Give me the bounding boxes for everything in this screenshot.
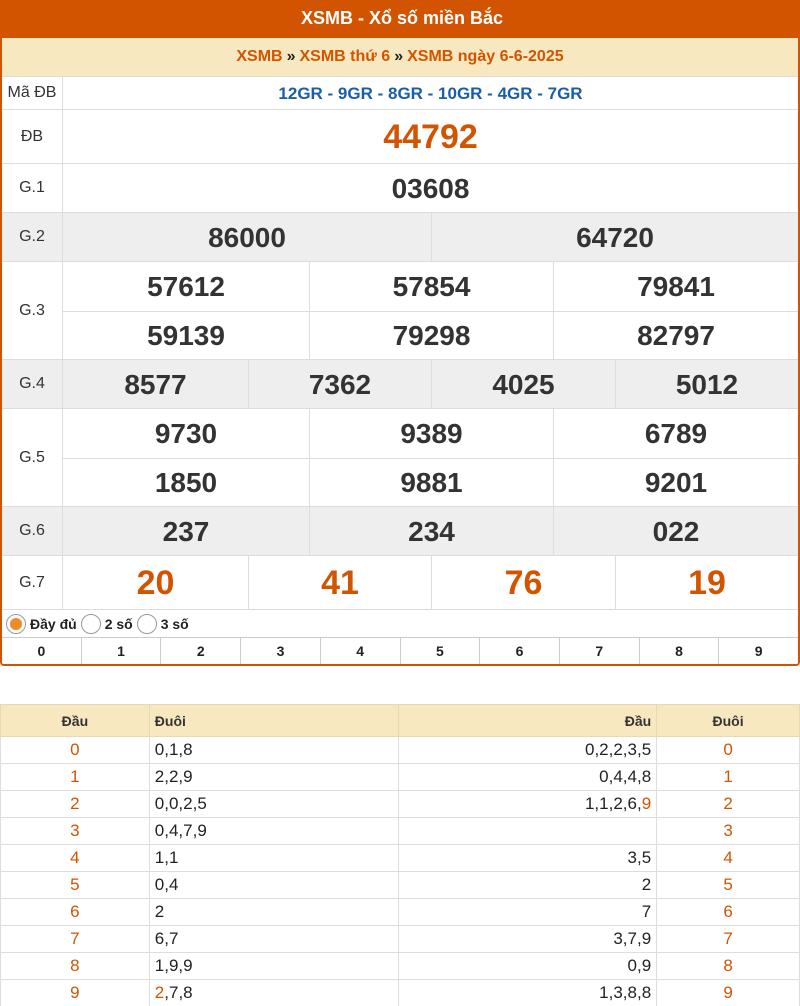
loto-head-digit: 8 [1, 953, 150, 980]
loto-head-digit: 5 [1, 872, 150, 899]
loto-special-digit: 2 [154, 983, 165, 1002]
table-row [1, 791, 800, 818]
loto-special-digit: 9 [641, 794, 652, 813]
breadcrumb-xsmb-date[interactable]: XSMB ngày 6-6-2025 [407, 48, 564, 65]
loto-tails: 0,0,2,5 [149, 791, 399, 818]
prize-g5-number: 6789 [553, 409, 798, 458]
prize-g7-number: 19 [615, 556, 798, 610]
loto-tails [149, 980, 399, 1006]
prize-g3-number: 57854 [309, 262, 553, 311]
table-row [1, 899, 800, 926]
digit-button[interactable]: 3 [240, 638, 320, 664]
prize-g4-number: 7362 [248, 360, 431, 409]
loto-heads: 7 [399, 899, 657, 926]
loto-head-digit: 4 [1, 845, 150, 872]
loto-heads [399, 791, 657, 818]
breadcrumb [2, 38, 798, 76]
loto-tail-digit: 1 [657, 764, 800, 791]
table-row [1, 818, 800, 845]
loto-tails: 2,2,9 [149, 764, 399, 791]
breadcrumb-separator: » [286, 48, 296, 65]
option-full[interactable] [6, 614, 77, 634]
prize-g2-number: 86000 [208, 221, 286, 253]
prize-g7-number: 20 [136, 563, 175, 602]
option-full-label: Đầy đủ [30, 615, 77, 632]
prize-g5-row [2, 408, 798, 506]
header-duoi: Đuôi [657, 705, 800, 737]
breadcrumb-separator: » [394, 48, 404, 65]
radio-full-icon[interactable] [6, 614, 26, 634]
digit-button[interactable]: 9 [718, 638, 798, 664]
prize-g3-number: 82797 [553, 311, 798, 360]
loto-tails: 1,1 [149, 845, 399, 872]
loto-heads: 0,4,4,8 [399, 764, 657, 791]
loto-head-digit: 3 [1, 818, 150, 845]
prize-db-row [2, 109, 798, 163]
loto-heads: 0,9 [399, 953, 657, 980]
ma-db-value: 12GR - 9GR - 8GR - 10GR - 4GR - 7GR [278, 83, 583, 103]
loto-heads-text: 1,1,2,6, [584, 794, 642, 813]
loto-head-digit: 2 [1, 791, 150, 818]
breadcrumb-xsmb[interactable]: XSMB [236, 48, 283, 65]
loto-head-digit: 0 [1, 737, 150, 764]
digit-button[interactable]: 8 [639, 638, 719, 664]
loto-heads: 3,5 [399, 845, 657, 872]
loto-table [0, 704, 800, 1006]
loto-tail-digit: 0 [657, 737, 800, 764]
header-dau: Đầu [399, 705, 657, 737]
prize-g3-label: G.3 [2, 262, 63, 359]
digit-button[interactable]: 1 [81, 638, 161, 664]
prize-g7-label: G.7 [2, 556, 63, 609]
table-row [1, 872, 800, 899]
prize-g5-number: 9201 [553, 458, 798, 507]
page-title: XSMB - Xổ số miền Bắc [2, 0, 800, 38]
prize-g7-number: 41 [248, 556, 431, 610]
digit-button[interactable]: 4 [320, 638, 400, 664]
loto-tail-digit: 9 [657, 980, 800, 1006]
prize-g3-number: 79841 [553, 262, 798, 311]
loto-heads: 3,7,9 [399, 926, 657, 953]
loto-tails: 6,7 [149, 926, 399, 953]
digit-button[interactable]: 7 [559, 638, 639, 664]
prize-g6-row [2, 506, 798, 555]
prize-g7-row [2, 555, 798, 609]
prize-db-label: ĐB [2, 110, 63, 163]
prize-g6-number: 022 [553, 507, 798, 556]
loto-heads: 2 [399, 872, 657, 899]
loto-heads: 0,2,2,3,5 [399, 737, 657, 764]
loto-tails: 2 [149, 899, 399, 926]
loto-tail-digit: 4 [657, 845, 800, 872]
loto-tails: 0,1,8 [149, 737, 399, 764]
table-row [1, 926, 800, 953]
loto-tail-digit: 2 [657, 791, 800, 818]
prize-g5-number: 9730 [154, 417, 218, 449]
ma-db-label: Mã ĐB [2, 77, 63, 109]
prize-g1-row [2, 163, 798, 212]
digit-button[interactable]: 0 [37, 643, 46, 659]
display-options [2, 609, 798, 637]
prize-g5-label: G.5 [2, 409, 63, 506]
loto-tail-digit: 7 [657, 926, 800, 953]
loto-tail-digit: 3 [657, 818, 800, 845]
digit-button[interactable]: 2 [160, 638, 240, 664]
prize-g1-label: G.1 [2, 164, 63, 212]
option-two-digits[interactable] [81, 614, 133, 634]
prize-g5-number: 9881 [309, 458, 553, 507]
loto-tails: 0,4,7,9 [149, 818, 399, 845]
prize-g1-number: 03608 [391, 172, 470, 204]
loto-tails: 0,4 [149, 872, 399, 899]
prize-g4-number: 5012 [615, 360, 798, 409]
prize-db-number: 44792 [383, 117, 478, 156]
table-row [1, 737, 800, 764]
prize-g3-row [2, 261, 798, 359]
breadcrumb-xsmb-thu6[interactable]: XSMB thứ 6 [299, 48, 391, 65]
prize-g5-number: 1850 [63, 458, 309, 507]
loto-tail-digit: 5 [657, 872, 800, 899]
prize-g3-number: 57612 [147, 270, 225, 302]
table-row [1, 980, 800, 1006]
table-row [1, 845, 800, 872]
option-two-label: 2 số [104, 615, 133, 632]
prize-g4-label: G.4 [2, 360, 63, 408]
header-dau: Đầu [1, 705, 150, 737]
loto-tail-digit: 8 [657, 953, 800, 980]
header-duoi: Đuôi [149, 705, 399, 737]
prize-g3-number: 59139 [63, 311, 309, 360]
radio-two-icon[interactable] [81, 614, 101, 634]
prize-g4-number: 8577 [124, 368, 187, 400]
radio-three-icon[interactable] [137, 614, 157, 634]
table-row [1, 953, 800, 980]
loto-tails: 1,9,9 [149, 953, 399, 980]
prize-g3-number: 79298 [309, 311, 553, 360]
digit-button[interactable]: 6 [479, 638, 559, 664]
loto-header-row [1, 705, 800, 737]
loto-head-digit: 6 [1, 899, 150, 926]
prize-g7-number: 76 [431, 556, 615, 610]
prize-g6-number: 237 [162, 515, 210, 547]
digit-highlight-bar [2, 637, 798, 664]
digit-button[interactable]: 5 [400, 638, 480, 664]
loto-tails-text: ,7,8 [164, 983, 193, 1002]
prize-g2-number: 64720 [431, 213, 798, 262]
prize-g6-label: G.6 [2, 507, 63, 555]
prize-g2-row [2, 212, 798, 261]
prize-g4-row [2, 359, 798, 408]
option-three-digits[interactable] [137, 614, 189, 634]
loto-head-digit: 9 [1, 980, 150, 1006]
prize-g6-number: 234 [309, 507, 553, 556]
ma-db-row [2, 76, 798, 109]
prize-g5-number: 9389 [309, 409, 553, 458]
loto-heads: 1,3,8,8 [399, 980, 657, 1006]
prize-g2-label: G.2 [2, 213, 63, 261]
prize-g4-number: 4025 [431, 360, 615, 409]
loto-head-digit: 1 [1, 764, 150, 791]
loto-heads [399, 818, 657, 845]
table-row [1, 764, 800, 791]
loto-tail-digit: 6 [657, 899, 800, 926]
option-three-label: 3 số [160, 615, 189, 632]
loto-head-digit: 7 [1, 926, 150, 953]
